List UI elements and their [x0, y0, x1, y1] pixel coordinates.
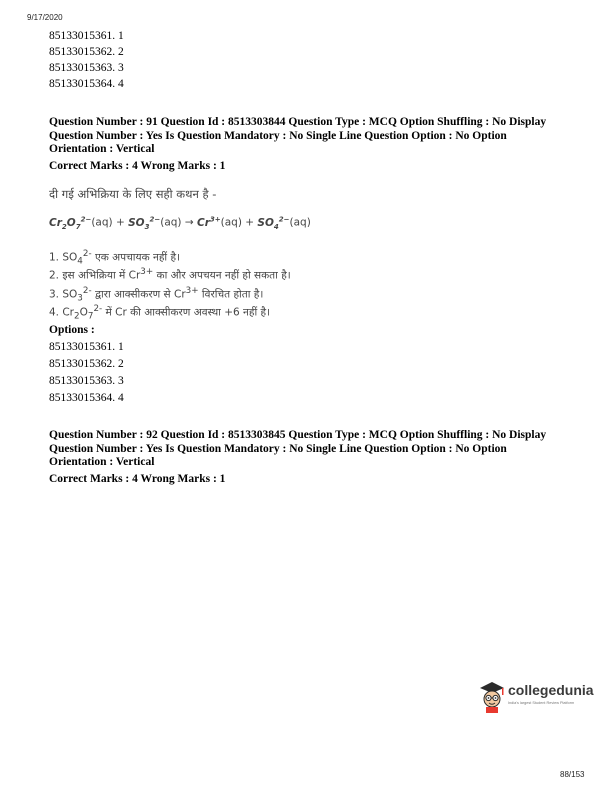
question-92-header-line2: Question Number : Yes Is Question Mandatory : No Single Line Question Option : No Option	[49, 442, 507, 455]
question-91-option-3: 85133015363. 3	[49, 375, 124, 387]
statement-2: 2. इस अभिक्रिया में $Cr^{3+}$ का और अपचयन नहीं हो सकता है।	[49, 267, 291, 282]
option-3: 85133015363. 3	[49, 62, 124, 74]
options-label: Options :	[49, 324, 95, 336]
print-date: 9/17/2020	[27, 13, 63, 22]
graduate-mascot-icon	[478, 680, 506, 714]
question-92-header-line3: Orientation : Vertical	[49, 456, 155, 468]
question-91-header-line1: Question Number : 91 Question Id : 8513303844 Question Type : MCQ Option Shuffling : No Display	[49, 116, 547, 128]
question-91-option-2: 85133015362. 2	[49, 358, 124, 370]
reaction-equation: $Cr_2O_7^{2-}(aq) + SO_3^{2-}(aq) \to Cr^{3+}(aq) + SO_4^{2-}(aq)$	[49, 215, 311, 231]
collegedunia-logo	[478, 680, 594, 714]
option-4: 85133015364. 4	[49, 78, 124, 90]
question-92-header-line1: Question Number : 92 Question Id : 8513303845 Question Type : MCQ Option Shuffling : No Display	[49, 429, 547, 441]
question-91-option-1: 85133015361. 1	[49, 341, 124, 353]
statement-1: 1. $SO_4^{2-}$ एक अपचायक नहीं है।	[49, 249, 181, 267]
question-91-option-4: 85133015364. 4	[49, 392, 124, 404]
question-91-marks: Correct Marks : 4 Wrong Marks : 1	[49, 160, 226, 172]
question-92-marks: Correct Marks : 4 Wrong Marks : 1	[49, 473, 226, 485]
statement-4: 4. $Cr_2O_7^{2-}$ में Cr की आक्सीकरण अवस्था +6 नहीं है।	[49, 304, 271, 322]
question-91-prompt: दी गई अभिक्रिया के लिए सही कथन है -	[49, 187, 217, 201]
question-91-header-line3: Orientation : Vertical	[49, 143, 155, 155]
statement-3: 3. $SO_3^{2-}$ द्वारा आक्सीकरण से $Cr^{3+}$ विरचित होता है।	[49, 286, 264, 304]
question-92-header	[49, 429, 579, 470]
logo-wordmark: collegedunia	[508, 682, 594, 698]
option-2: 85133015362. 2	[49, 46, 124, 58]
question-91-header-line2: Question Number : Yes Is Question Mandatory : No Single Line Question Option : No Option	[49, 129, 507, 142]
option-1: 85133015361. 1	[49, 30, 124, 42]
page-number: 88/153	[560, 770, 585, 779]
logo-tagline: India's largest Student Review Platform	[508, 701, 575, 705]
question-91-header	[49, 116, 579, 157]
